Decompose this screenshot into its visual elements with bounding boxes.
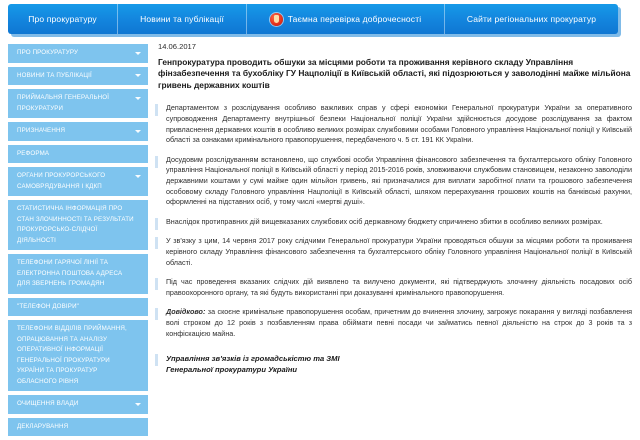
- sidebar-item-reception[interactable]: [8, 89, 148, 118]
- sidebar-item-label: ПРИЙМАЛЬНЯ ГЕНЕРАЛЬНОЇ ПРОКУРАТУРИ: [17, 94, 110, 112]
- sidebar-item-appointments[interactable]: [8, 122, 148, 141]
- article-signature: [158, 353, 632, 375]
- article-headline: Генпрокуратура проводить обшуки за місцями роботи та проживання керівного складу Управління фінзабезпечення та бухобліку ГУ Нацполіції в Київській області, які підозрюються у заволодінні майже мільйона гривень державних коштів: [158, 56, 631, 90]
- sidebar-item-reform[interactable]: [8, 145, 148, 164]
- sidebar-item-statistics[interactable]: [8, 200, 148, 250]
- sidebar-item-self-governance[interactable]: [8, 167, 148, 196]
- nav-item-regional-sites-label: Сайти регіональних прокуратур: [466, 14, 597, 24]
- chevron-down-icon: [135, 175, 141, 178]
- sidebar-item-label: ОРГАНИ ПРОКУРОРСЬКОГО САМОВРЯДУВАННЯ І КДКП: [17, 172, 106, 190]
- chevron-down-icon: [135, 74, 141, 77]
- nav-item-about-label: Про прокуратуру: [28, 14, 97, 24]
- sidebar-item-about[interactable]: [8, 44, 148, 63]
- sidebar-item-trust-phone[interactable]: [8, 298, 148, 317]
- sidebar-item-label: НОВИНИ ТА ПУБЛІКАЦІЇ: [17, 71, 92, 79]
- top-navigation: [8, 4, 621, 38]
- article-paragraph: Досудовим розслідуванням встановлено, що службові особи Управління фінансового забезпечення та бухгалтерського обліку Головного управління Національної поліції в Київській області у період 2015-2016 років, зловживаючи службовим становищем, незаконно заволоділи державними коштами у сумі майже один мільйон гривень, які призначалися для виплати заробітної плати та грошового забезпечення особовому складу Головного управління Нацполіції в Київській області, шляхом перерахування грошових коштів на банківські рахунки, оформленні на підставних осіб, у тому числі «мертві душі».: [158, 155, 632, 208]
- reference-label: Довідково:: [166, 307, 206, 317]
- signature-line-1: Управління зв'язків із громадськістю та ЗМІ: [166, 354, 340, 364]
- sidebar-item-label: ТЕЛЕФОНИ ВІДДІЛІВ ПРИЙМАННЯ, ОПРАЦЮВАННЯ ТА АНАЛІЗУ ОПЕРАТИВНОЇ ІНФОРМАЦІЇ ГЕНЕРАЛЬНОЇ ПРОКУРАТУРИ УКРАЇНИ ТА ПРОКУРАТУР ОБЛАСНОГО РІВНЯ: [17, 325, 127, 385]
- top-navigation-bar: [8, 4, 618, 34]
- sidebar-item-label: ПРИЗНАЧЕННЯ: [17, 127, 66, 134]
- chevron-down-icon: [135, 52, 141, 55]
- sidebar-item-label: ОЧИЩЕННЯ ВЛАДИ: [17, 400, 79, 407]
- signature-line-2: Генеральної прокуратури України: [166, 365, 298, 375]
- nav-item-integrity-check[interactable]: [247, 4, 445, 34]
- article-content: [158, 42, 632, 403]
- sidebar-item-operative-info-phones[interactable]: [8, 320, 148, 391]
- article-reference-note: [158, 307, 632, 339]
- nav-item-about[interactable]: [8, 4, 118, 34]
- sidebar-menu: [8, 44, 148, 440]
- shield-badge-icon: [270, 13, 283, 26]
- sidebar-item-lustration[interactable]: [8, 395, 148, 414]
- chevron-down-icon: [135, 97, 141, 100]
- nav-item-news[interactable]: [118, 4, 247, 34]
- sidebar-item-label: "ТЕЛЕФОН ДОВІРИ": [17, 302, 80, 310]
- chevron-down-icon: [135, 403, 141, 406]
- nav-item-news-label: Новини та публікації: [140, 14, 224, 24]
- article-paragraph: Під час проведення вказаних слідчих дій виявлено та вилучено документи, які підтверджують злочинну діяльність посадових осіб правоохоронного органу, та які будуть використанні при доказуванні кримінального правопорушення.: [158, 277, 632, 298]
- article-paragraph: Внаслідок протиправних дій вищевказаних службових осіб державному бюджету спричинено збитки в особливо великих розмірах.: [158, 217, 632, 228]
- sidebar-item-label: РЕФОРМА: [17, 149, 50, 157]
- sidebar-item-label: ПРО ПРОКУРАТУРУ: [17, 49, 79, 56]
- sidebar-item-declarations[interactable]: [8, 418, 148, 437]
- sidebar-item-news[interactable]: [8, 67, 148, 86]
- sidebar-item-label: СТАТИСТИЧНА ІНФОРМАЦІЯ ПРО СТАН ЗЛОЧИННОСТІ ТА РЕЗУЛЬТАТИ ПРОКУРОРСЬКО-СЛІДЧОЇ ДІЯЛЬНОСТІ: [17, 205, 134, 244]
- nav-item-regional-sites[interactable]: [445, 4, 618, 34]
- article-date: 14.06.2017: [158, 42, 197, 51]
- sidebar-item-hotline[interactable]: [8, 254, 148, 294]
- article-paragraph: Департаментом з розслідування особливо важливих справ у сфері економіки Генеральної прокуратури України за оперативного супроводження Департаменту внутрішньої безпеки Національної поліції України здійснюється досудове розслідування за фактом привласнення державних коштів в особливо великих розмірах службовими особами Головного управління Національної поліції у Київській області за ознаками кримінального правопорушення, передбаченого ч. 5 ст. 191 КК України.: [158, 103, 632, 145]
- sidebar-item-label: ДЕКЛАРУВАННЯ: [17, 422, 69, 430]
- nav-item-integrity-check-label: Таємна перевірка доброчесності: [287, 14, 422, 24]
- reference-text: за скоєне кримінальне правопорушення особам, причетним до вчинення злочину, загрожує покарання у вигляді позбавлення волі строком до 12 років з позбавленням права обіймати певні посади чи займатись певної діяльністю на строк до 3 років та з конфіскацією майна.: [166, 307, 632, 338]
- chevron-down-icon: [135, 130, 141, 133]
- article-paragraph: У зв'язку з цим, 14 червня 2017 року слідчими Генеральної прокуратури України проводяться обшуки за місцями роботи та проживання керівного складу Управління фінансового забезпечення та бухгалтерського обліку Головного управління Національної поліції в Київській області.: [158, 236, 632, 268]
- sidebar-item-label: ТЕЛЕФОНИ ГАРЯЧОЇ ЛІНІЇ ТА ЕЛЕКТРОННА ПОШТОВА АДРЕСА ДЛЯ ЗВЕРНЕНЬ ГРОМАДЯН: [17, 259, 123, 287]
